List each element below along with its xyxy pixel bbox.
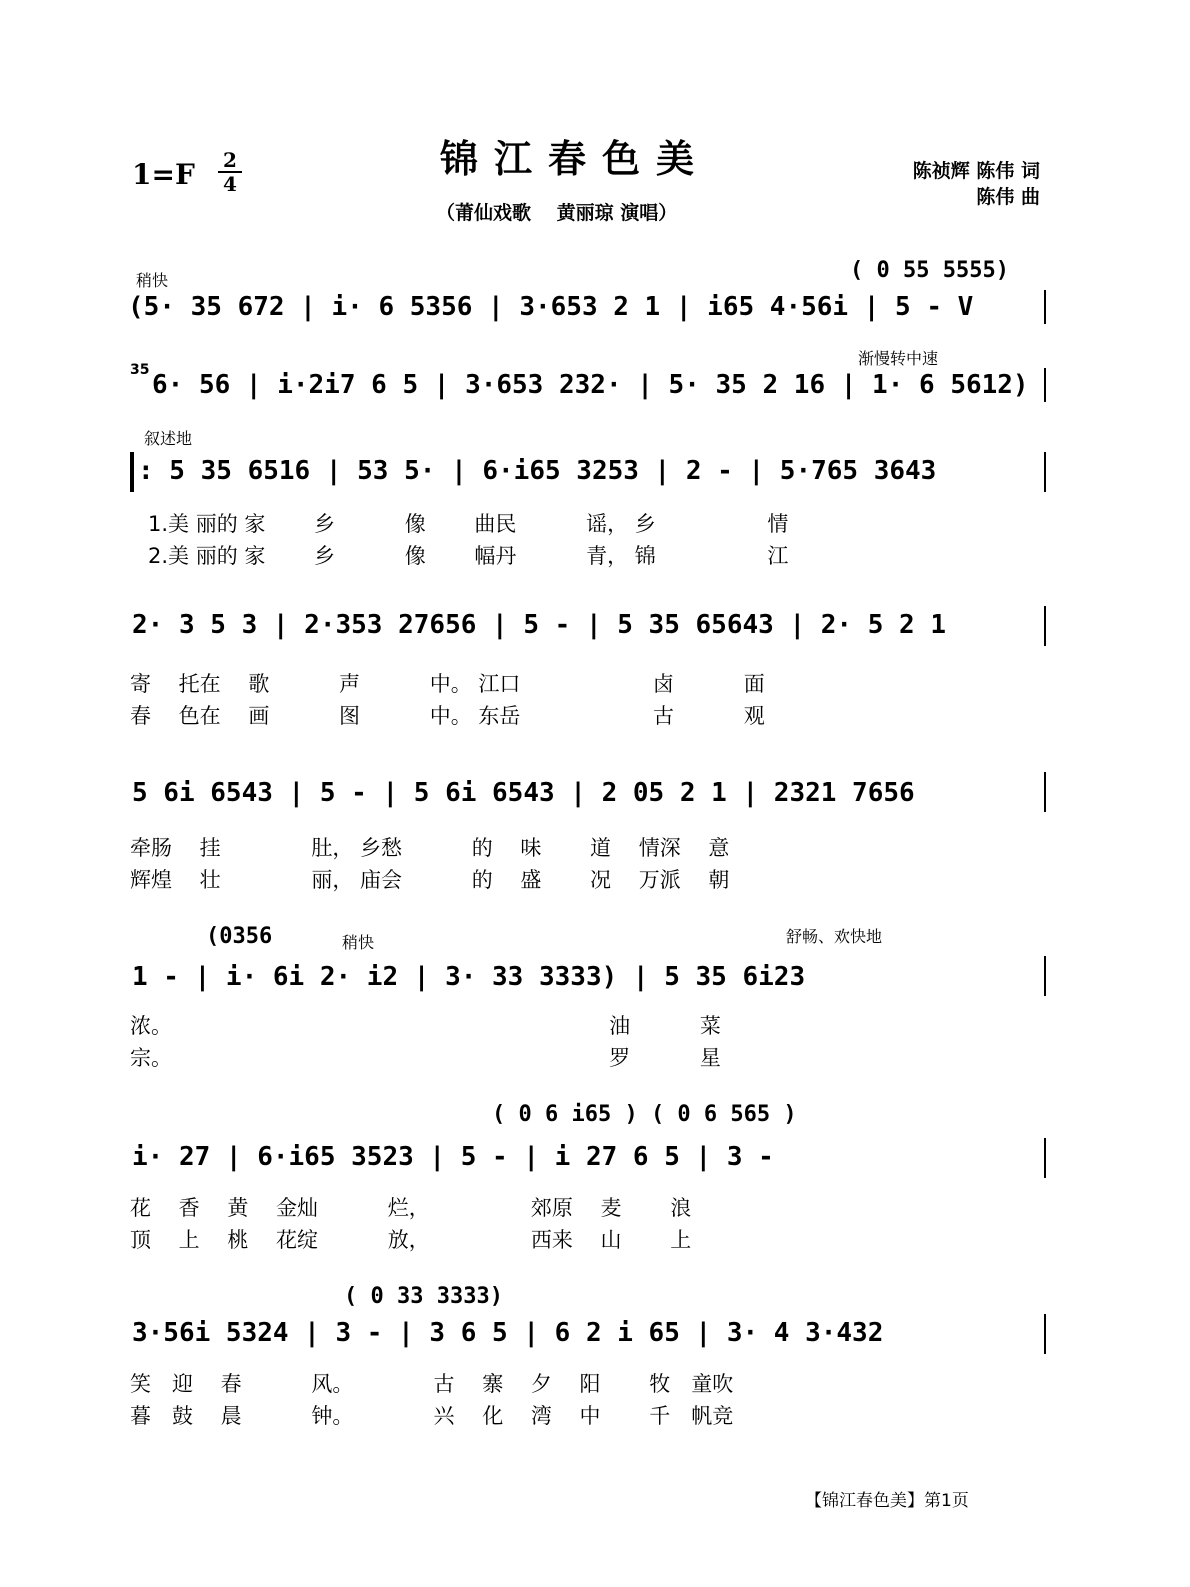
tempo-mark-5: 舒畅、欢快地 (786, 927, 883, 946)
lyric-verse-2: 辉煌 壮 丽， 庙会 的 盛 况 万派 朝 (130, 868, 730, 892)
song-title: 锦江春色美 (440, 136, 711, 181)
tempo-mark-3: 叙述地 (144, 429, 193, 448)
notation-upper: (0356 (206, 924, 273, 949)
notation-line: : 5 35 6516 | 53 5· | 6·i65 3253 | 2 - | 5·765 3643 (138, 456, 937, 486)
lyric-verse-1: 牵肠 挂 肚， 乡愁 的 味 道 情深 意 (130, 836, 730, 860)
lyric-verse-1: 1.美 丽的 家 乡 像 曲民 谣， 乡 情 (148, 512, 789, 536)
lyric-verse-1: 浓。 油 菜 (130, 1014, 721, 1038)
notation-upper: ( 0 6 i65 ) ( 0 6 565 ) (492, 1102, 797, 1127)
notation-upper: ( 0 55 5555) (850, 258, 1009, 283)
lyric-verse-2: 春 色在 画 图 中。 东岳 古 观 (130, 704, 765, 728)
notation-line: 2· 3 5 3 | 2·353 27656 | 5 - | 5 35 65643 | 2· 5 2 1 (132, 610, 946, 640)
song-subtitle: （莆仙戏歌 黄丽琼 演唱） (436, 202, 678, 224)
tempo-mark-4: 稍快 (342, 933, 375, 952)
grace-notes: 35 (130, 362, 150, 378)
lyric-verse-1: 花 香 黄 金灿 烂， 郊原 麦 浪 (130, 1196, 692, 1220)
tempo-mark-1: 稍快 (136, 271, 169, 290)
lyric-verse-2: 2.美 丽的 家 乡 像 幅丹 青， 锦 江 (148, 544, 789, 568)
lyric-verse-1: 笑 迎 春 风。 古 寨 夕 阳 牧 童吹 (130, 1372, 734, 1396)
notation-line: 1 - | i· 6i 2· i2 | 3· 33 3333) | 5 35 6i23 (132, 962, 806, 992)
time-signature (218, 150, 242, 194)
lyric-verse-2: 暮 鼓 晨 钟。 兴 化 湾 中 千 帆竞 (130, 1404, 734, 1428)
notation-upper: ( 0 33 3333) (344, 1284, 503, 1309)
lyric-verse-2: 顶 上 桃 花绽 放， 西来 山 上 (130, 1228, 692, 1252)
notation-line: i· 27 | 6·i65 3523 | 5 - | i 27 6 5 | 3 - (132, 1142, 774, 1172)
time-signature-top: 2 (223, 148, 237, 172)
notation-line: 5 6i 6543 | 5 - | 5 6i 6543 | 2 05 2 1 | 2321 7656 (132, 778, 915, 808)
key-signature: 1=F (132, 158, 195, 191)
notation-line: 3·56i 5324 | 3 - | 3 6 5 | 6 2 i 65 | 3· 4 3·432 (132, 1318, 884, 1348)
time-signature-bottom: 4 (223, 172, 237, 196)
tempo-mark-2: 渐慢转中速 (858, 349, 939, 368)
lyric-verse-1: 寄 托在 歌 声 中。 江口 卤 面 (130, 672, 765, 696)
composer-credit: 陈伟 曲 (976, 186, 1040, 208)
lyric-verse-2: 宗。 罗 星 (130, 1046, 721, 1070)
notation-line: 6· 56 | i·2i7 6 5 | 3·653 232· | 5· 35 2 16 | 1· 6 5612) (152, 370, 1029, 400)
page-footer: 【锦江春色美】第1页 (805, 1491, 969, 1511)
notation-line: (5· 35 672 | i· 6 5356 | 3·653 2 1 | i65 4·56i | 5 - V (128, 292, 974, 322)
lyricist-credit: 陈祯辉 陈伟 词 (912, 160, 1040, 182)
